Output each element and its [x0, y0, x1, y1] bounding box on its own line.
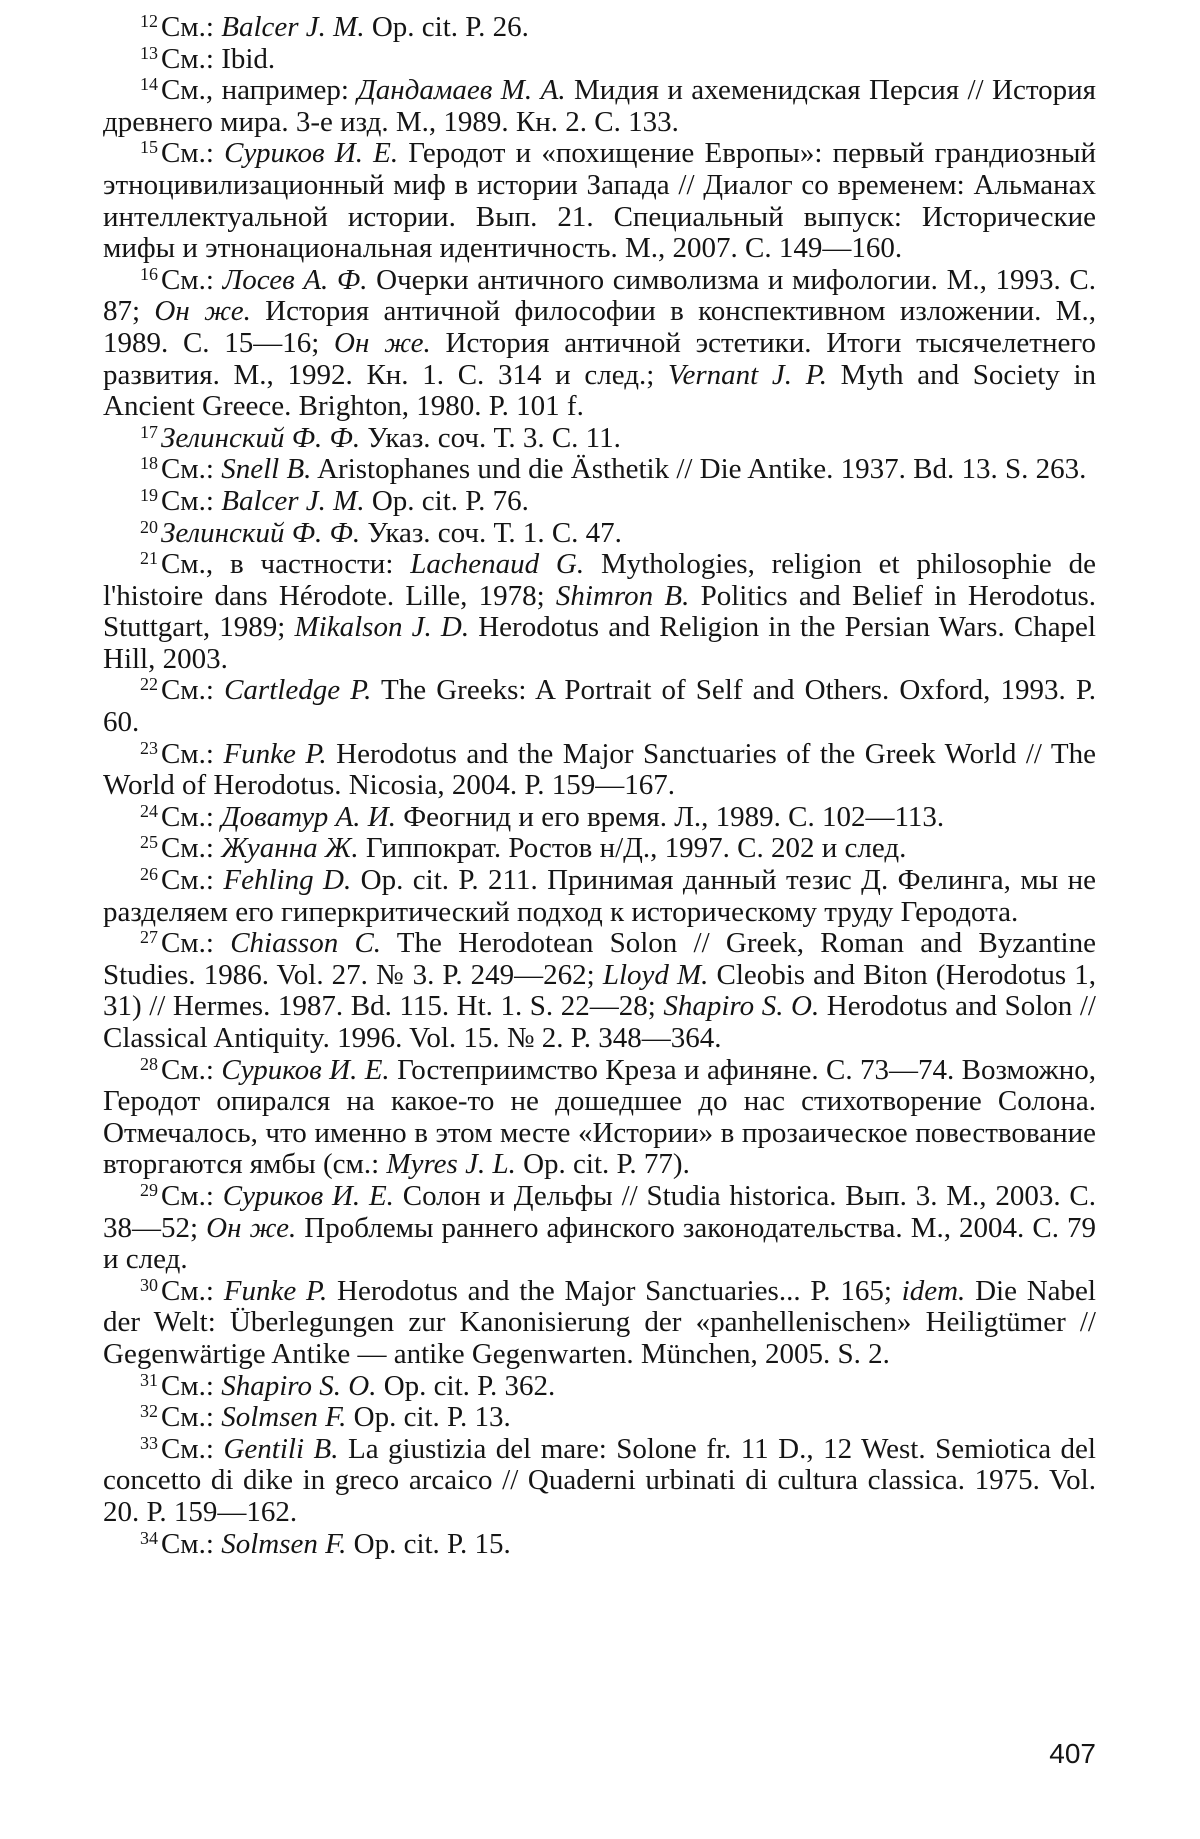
footnote-text: См.:: [160, 832, 222, 865]
footnote-author-italic: idem.: [901, 1274, 966, 1307]
footnote-text: См.: Ibid.: [160, 42, 276, 75]
footnote-text: Die Nabel der Welt: Überlegungen zur Kanonisierung der «panhellenischen» Heiligtümer // Gegenwärtige Antike — antike Gegenwarten. München, 2005. S. 2.: [103, 1274, 1096, 1370]
footnote: [103, 833, 1096, 865]
footnote-text: См.:: [160, 137, 225, 170]
footnote-number: 33: [140, 1432, 158, 1453]
footnote-text: Op. cit. P. 211. Принимая данный тезис Д. Фелинга, мы не разделяем его гиперкритический подход к историческому труду Геродота.: [103, 864, 1096, 928]
footnote-number: 16: [140, 263, 158, 284]
footnote: [103, 675, 1096, 738]
footnote-text: Солон и Дельфы // Studia historica. Вып. 3. М., 2003. С. 38—52;: [103, 1179, 1096, 1244]
footnote-author-italic: Myres J. L.: [386, 1148, 516, 1181]
footnote-text: См.:: [160, 453, 222, 486]
footnote-text: См.:: [160, 263, 223, 296]
footnote-text: См.:: [160, 1527, 222, 1560]
footnote-text: Гиппократ. Ростов н/Д., 1997. С. 202 и след.: [358, 832, 907, 865]
footnote: [103, 1371, 1096, 1403]
footnote-author-italic: Лосев А. Ф.: [222, 263, 368, 296]
footnote-author-italic: Funke P.: [223, 737, 327, 770]
footnote-author-italic: Mikalson J. D.: [294, 611, 470, 644]
footnote-text: Herodotus and the Major Sanctuaries of the Greek World // The World of Herodotus. Nicosia, 2004. P. 159—167.: [103, 737, 1096, 802]
footnote-text: Указ. соч. Т. 1. С. 47.: [360, 516, 622, 549]
footnote: [103, 1529, 1096, 1561]
footnote-author-italic: Lloyd M.: [602, 958, 709, 991]
footnote-text: Myth and Society in Ancient Greece. Brighton, 1980. P. 101 f.: [103, 358, 1097, 423]
footnote: [103, 44, 1096, 76]
footnote-text: Herodotus and Religion in the Persian Wars. Chapel Hill, 2003.: [103, 611, 1096, 675]
footnote-number: 34: [140, 1527, 158, 1548]
footnote-number: 21: [140, 548, 158, 569]
footnote-text: Op. cit. P. 13.: [346, 1401, 511, 1434]
footnote-text: См.:: [160, 484, 222, 517]
footnote: [103, 1276, 1096, 1371]
footnote-author-italic: Shapiro S. O.: [663, 990, 820, 1023]
footnote-text: Mythologies, religion et philosophie de l'histoire dans Hérodote. Lille, 1978;: [103, 548, 1096, 612]
footnote: [103, 518, 1096, 550]
footnote-text: Op. cit. P. 76.: [364, 484, 529, 517]
footnote-text: Очерки античного символизма и мифологии. М., 1993. С. 87;: [103, 263, 1096, 328]
footnotes-page: [103, 12, 1096, 1560]
footnote-number: 22: [140, 674, 158, 695]
footnote-number: 24: [140, 800, 158, 821]
footnote-number: 25: [140, 832, 158, 853]
footnote-author-italic: Solmsen F.: [221, 1401, 347, 1434]
footnote: [103, 12, 1096, 44]
footnote-text: См.:: [160, 737, 224, 770]
footnote: [103, 549, 1096, 675]
footnote-author-italic: Shimron B.: [555, 579, 690, 612]
footnote-author-italic: Balcer J. M.: [221, 11, 365, 43]
footnote-author-italic: Cartledge P.: [224, 674, 372, 707]
footnote-author-italic: Gentili B.: [223, 1432, 339, 1465]
footnote-text: См.:: [160, 1369, 222, 1402]
footnote: [103, 486, 1096, 518]
footnote-text: Herodotus and Solon // Classical Antiquity. 1996. Vol. 15. № 2. P. 348—364.: [103, 990, 1096, 1054]
footnote-number: 14: [140, 74, 158, 95]
footnote-text: Op. cit. P. 362.: [376, 1369, 556, 1402]
footnote-text: См.:: [160, 927, 231, 960]
footnote-text: The Herodotean Solon // Greek, Roman and Byzantine Studies. 1986. Vol. 27. № 3. P. 249—262;: [103, 927, 1096, 991]
footnote-author-italic: Он же.: [334, 326, 431, 359]
footnote: [103, 928, 1096, 1054]
footnote-number: 27: [140, 927, 158, 948]
footnote: [103, 1181, 1096, 1276]
footnote: [103, 802, 1096, 834]
footnote: [103, 265, 1096, 423]
footnote-text: См.:: [160, 11, 222, 43]
footnote-number: 18: [140, 453, 158, 474]
footnote: [103, 739, 1096, 802]
footnote-text: Op. cit. P. 77).: [515, 1148, 690, 1181]
footnote-author-italic: Он же.: [206, 1211, 297, 1244]
footnote-text: См.:: [160, 1401, 222, 1434]
footnote-author-italic: Суриков И. Е.: [224, 137, 399, 170]
footnote-author-italic: Он же.: [154, 295, 251, 328]
footnote: [103, 1055, 1096, 1181]
footnote-text: Феогнид и его время. Л., 1989. С. 102—113.: [395, 800, 945, 833]
footnote-author-italic: Зелинский Ф. Ф.: [160, 516, 361, 549]
footnote-number: 32: [140, 1401, 158, 1422]
footnote-number: 26: [140, 864, 158, 885]
footnote: [103, 454, 1096, 486]
footnote-text: См.:: [160, 1432, 224, 1465]
footnote-author-italic: Суриков И. Е.: [221, 1053, 390, 1086]
footnote: [103, 75, 1096, 138]
footnote-author-italic: Жуанна Ж.: [221, 832, 359, 865]
footnote-author-italic: Funke P.: [223, 1274, 328, 1307]
footnote-number: 19: [140, 484, 158, 505]
footnote: [103, 865, 1096, 928]
footnote-number: 15: [140, 137, 158, 158]
footnote-author-italic: Зелинский Ф. Ф.: [160, 421, 361, 454]
footnote-number: 17: [140, 421, 158, 442]
footnotes-list: [103, 12, 1096, 1560]
footnote-text: Cleobis and Biton (Herodotus 1, 31) // Hermes. 1987. Bd. 115. Ht. 1. S. 22—28;: [103, 958, 1096, 1023]
footnote: [103, 138, 1096, 264]
footnote-text: Указ. соч. Т. 3. С. 11.: [360, 421, 621, 454]
footnote-text: The Greeks: A Portrait of Self and Others. Oxford, 1993. P. 60.: [103, 674, 1096, 739]
footnote-author-italic: Snell B.: [221, 453, 312, 486]
footnote-text: Aristophanes und die Ästhetik // Die Antike. 1937. Bd. 13. S. 263.: [311, 453, 1087, 486]
footnote-text: Гостеприимство Креза и афиняне. С. 73—74. Возможно, Геродот опирался на какое-то не дошедшее до нас стихотворение Солона. Отмечалось, что именно в этом месте «Истории» в прозаическое повествование вторгаются ямбы (см.:: [103, 1053, 1096, 1181]
footnote-text: См.:: [160, 1053, 222, 1086]
footnote-text: История античной эстетики. Итоги тысячелетнего развития. М., 1992. Кн. 1. С. 314 и след.;: [103, 326, 1097, 391]
page-number: 407: [1049, 1738, 1096, 1769]
footnote-text: См., например:: [160, 74, 358, 107]
footnote-text: См.:: [160, 864, 224, 897]
footnote-number: 29: [140, 1179, 158, 1200]
footnote-text: Op. cit. P. 15.: [346, 1527, 511, 1560]
footnote-number: 30: [140, 1274, 158, 1295]
footnote-author-italic: Shapiro S. O.: [221, 1369, 377, 1402]
footnote-text: Politics and Belief in Herodotus. Stuttgart, 1989;: [103, 579, 1096, 644]
footnote-author-italic: Balcer J. M.: [221, 484, 365, 517]
footnote-text: См.:: [160, 800, 222, 833]
footnote-author-italic: Lachenaud G.: [410, 548, 585, 581]
footnote-author-italic: Vernant J. P.: [668, 358, 827, 391]
footnote-number: 23: [140, 737, 158, 758]
footnote-number: 20: [140, 516, 158, 537]
footnote-author-italic: Дандамаев М. А.: [357, 74, 566, 107]
footnote-author-italic: Solmsen F.: [221, 1527, 347, 1560]
footnote-text: Herodotus and the Major Sanctuaries... P. 165;: [327, 1274, 902, 1307]
footnote-author-italic: Chiasson C.: [230, 927, 382, 960]
footnote-text: История античной философии в конспективном изложении. М., 1989. С. 15—16;: [103, 295, 1097, 359]
footnote-author-italic: Fehling D.: [223, 864, 352, 897]
footnote-author-italic: Суриков И. Е.: [222, 1179, 394, 1212]
footnote-text: См., в частности:: [160, 548, 411, 581]
footnote: [103, 1434, 1096, 1529]
footnote-text: См.:: [160, 674, 225, 707]
footnote-text: Проблемы раннего афинского законодательства. М., 2004. С. 79 и след.: [103, 1211, 1097, 1276]
footnote-number: 28: [140, 1053, 158, 1074]
footnote-text: Геродот и «похищение Европы»: первый грандиозный этноцивилизационный миф в истории Запада // Диалог со временем: Альманах интеллектуальной истории. Вып. 21. Специальный выпуск: Исторические мифы и этнонациональная идентичность. М., 2007. С. 149—160.: [103, 137, 1096, 265]
footnote: [103, 1402, 1096, 1434]
footnote-text: Op. cit. P. 26.: [364, 11, 529, 43]
footnote-text: La giustizia del mare: Solone fr. 11 D., 12 West. Semiotica del concetto di dike in greco arcaico // Quaderni urbinati di cultura classica. 1975. Vol. 20. P. 159—162.: [103, 1432, 1096, 1528]
footnote: [103, 423, 1096, 455]
footnote-number: 12: [140, 11, 158, 32]
footnote-text: См.:: [160, 1179, 223, 1212]
footnote-text: См.:: [160, 1274, 224, 1307]
footnote-number: 13: [140, 42, 158, 63]
footnote-number: 31: [140, 1369, 158, 1390]
footnote-author-italic: Доватур А. И.: [221, 800, 396, 833]
footnote-text: Мидия и ахеменидская Персия // История древнего мира. 3-е изд. М., 1989. Кн. 2. С. 133.: [103, 74, 1096, 138]
